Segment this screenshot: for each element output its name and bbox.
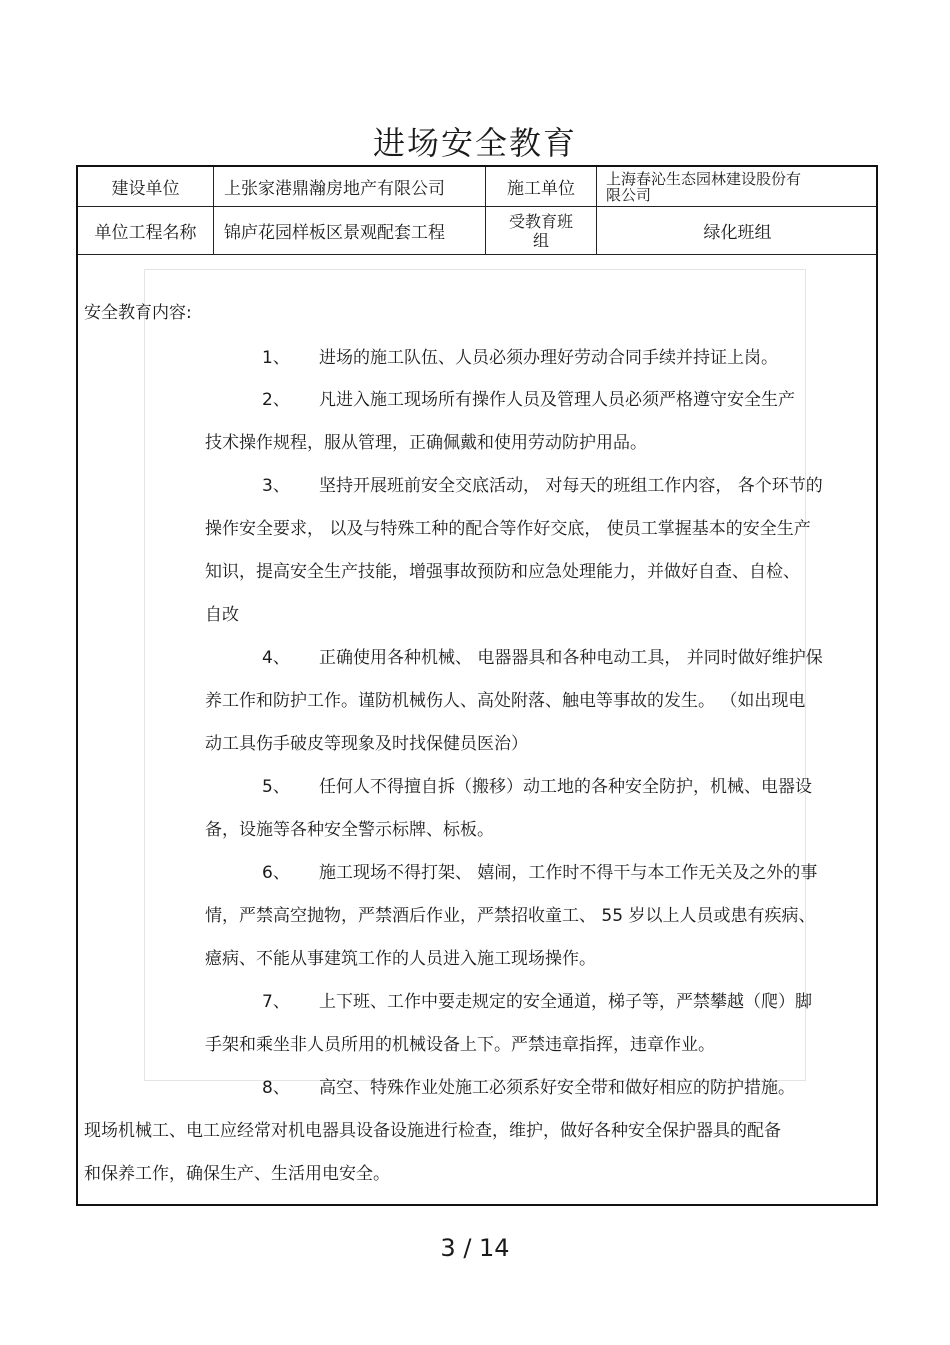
item-line: 任何人不得擅自拆（搬移）动工地的各种安全防护，机械、电器设 bbox=[319, 777, 812, 797]
education-form-table bbox=[76, 165, 878, 1206]
item-number: 7、 bbox=[262, 992, 290, 1012]
item-line: 手架和乘坐非人员所用的机械设备上下。严禁违章指挥，违章作业。 bbox=[205, 1035, 715, 1055]
item-line: 施工现场不得打架、 嬉闹，工作时不得干与本工作无关及之外的事 bbox=[319, 863, 818, 883]
trained-team-value: 绿化班组 bbox=[703, 223, 772, 243]
page-indicator: 3 / 14 bbox=[440, 1234, 510, 1262]
item-line: 知识，提高安全生产技能，增强事故预防和应急处理能力，并做好自查、自检、 bbox=[205, 562, 800, 582]
row-divider bbox=[78, 254, 876, 255]
project-name-label: 单位工程名称 bbox=[94, 223, 197, 243]
item-line: 养工作和防护工作。谨防机械伤人、高处附落、触电等事故的发生。 （如出现电 bbox=[205, 691, 806, 711]
item-number: 2、 bbox=[262, 390, 290, 410]
item-number: 1、 bbox=[262, 348, 290, 368]
item-line: 操作安全要求， 以及与特殊工种的配合等作好交底， 使员工掌握基本的安全生产 bbox=[205, 519, 811, 539]
contractor-label: 施工单位 bbox=[507, 179, 575, 199]
item-line: 自改 bbox=[205, 605, 239, 625]
tail-line: 现场机械工、电工应经常对机电器具设备设施进行检查，维护，做好各种安全保护器具的配备 bbox=[84, 1121, 781, 1141]
item-number: 6、 bbox=[262, 863, 290, 883]
project-name-value: 锦庐花园样板区景观配套工程 bbox=[224, 223, 445, 243]
item-line: 上下班、工作中要走规定的安全通道，梯子等，严禁攀越（爬）脚 bbox=[319, 992, 812, 1012]
trained-team-label-line1: 受教育班 bbox=[508, 211, 573, 231]
item-line: 动工具伤手破皮等现象及时找保健员医治） bbox=[205, 734, 528, 754]
contractor-value bbox=[606, 167, 866, 206]
trained-team-label-line2: 组 bbox=[532, 230, 549, 250]
item-line: 高空、特殊作业处施工必须系好安全带和做好相应的防护措施。 bbox=[319, 1078, 795, 1098]
contractor-value-line2: 限公司 bbox=[606, 185, 652, 204]
item-number: 3、 bbox=[262, 476, 290, 496]
item-line: 坚持开展班前安全交底活动， 对每天的班组工作内容， 各个环节的 bbox=[319, 476, 823, 496]
item-line: 技术操作规程，服从管理，正确佩戴和使用劳动防护用品。 bbox=[205, 433, 647, 453]
document-title: 进场安全教育 bbox=[372, 124, 577, 162]
trained-team-label bbox=[486, 207, 596, 254]
item-line: 癔病、不能从事建筑工作的人员进入施工现场操作。 bbox=[205, 949, 596, 969]
item-number: 4、 bbox=[262, 648, 290, 668]
content-heading: 安全教育内容: bbox=[84, 303, 192, 323]
item-line: 进场的施工队伍、人员必须办理好劳动合同手续并持证上岗。 bbox=[319, 348, 778, 368]
item-number: 5、 bbox=[262, 777, 290, 797]
construction-unit-value: 上张家港鼎瀚房地产有限公司 bbox=[224, 179, 445, 199]
tail-line: 和保养工作，确保生产、生活用电安全。 bbox=[84, 1164, 390, 1184]
item-number: 8、 bbox=[262, 1078, 290, 1098]
contractor-value-line1: 上海春沁生态园林建设股份有 bbox=[606, 169, 802, 188]
item-line: 备，设施等各种安全警示标牌、标板。 bbox=[205, 820, 494, 840]
item-line: 凡进入施工现场所有操作人员及管理人员必须严格遵守安全生产 bbox=[319, 390, 795, 410]
item-line: 情，严禁高空抛物，严禁酒后作业，严禁招收童工、 55 岁以上人员或患有疾病、 bbox=[205, 906, 816, 926]
item-line: 正确使用各种机械、 电器器具和各种电动工具， 并同时做好维护保 bbox=[319, 648, 823, 668]
construction-unit-label: 建设单位 bbox=[111, 179, 180, 199]
